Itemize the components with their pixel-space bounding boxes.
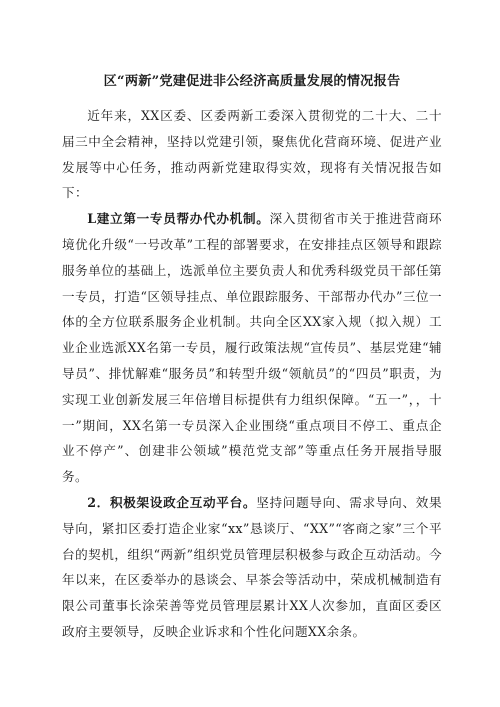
section-1-paragraph <box>62 206 442 490</box>
section-2-paragraph <box>62 490 442 645</box>
report-title: 区“两新”党建促进非公经济高质量发展的情况报告 <box>103 74 401 89</box>
intro-paragraph: 近年来，XX区委、区委两新工委深入贯彻党的二十大、二十届三中全会精神，坚持以党建引领，聚焦优化营商环境、促进产业发展等中心任务，推动两新党建取得实效，现将有关情况报告如下： <box>62 108 442 201</box>
section-1-heading: L建立第一专员帮办代办机制。 <box>87 211 270 227</box>
section-1-body: 深入贯彻省市关于推进营商环境优化升级“一号改革”工程的部署要求，在安排挂点区领导和跟踪服务单位的基础上，选派单位主要负责人和优秀科级党员干部任第一专员，打造“区领导挂点、单位跟踪服务、干部帮办代办”三位一体的全方位联系服务企业机制。共向全区XX家入规（拟入规）工业企业选派XX名第一专员，履行政策法规“宣传员”、基层党建“辅导员”、排忧解难“服务员”和转型升级“领航员”的“四员”职责，为实现工业创新发展三年倍增目标提供有力组织保障。“五一”，，十一”期间，XX名第一专员深入企业围绕“重点项目不停工、重点企业不停产”、创建非公领域”模范党支部”等重点任务开展指导服务。 <box>62 211 442 485</box>
section-2-body: 坚持问题导向、需求导向、效果导向，紧扣区委打造企业家“xx”恳谈厅、“XX”“客商之家”三个平台的契机，组织“两新”组织党员管理层积极参与政企互动活动。今年以来，在区委举办的恳谈会、早茶会等活动中，荣成机械制造有限公司董事长涂荣善等党员管理层累计XX人次参加，直面区委区政府主要领导，反映企业诉求和个性化问题XX余条。 <box>62 494 442 639</box>
section-2-heading: 2．积极架设政企互动平台。 <box>87 494 257 510</box>
